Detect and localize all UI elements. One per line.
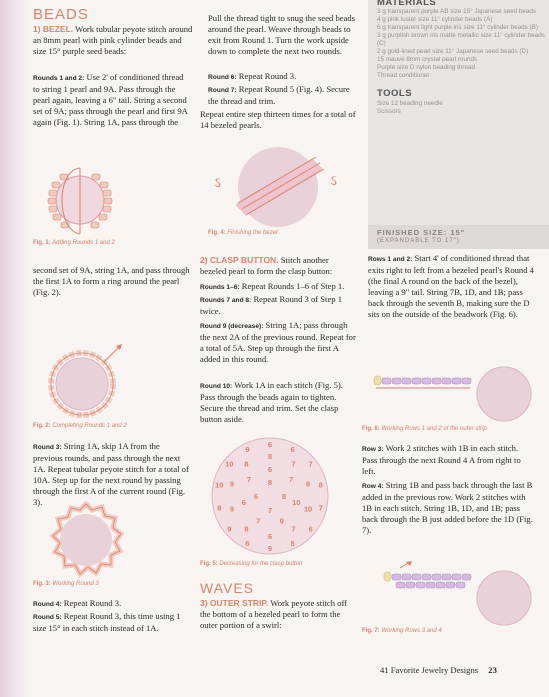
rounds-7-8-label: Rounds 7 and 8: <box>200 297 252 304</box>
fig-5-number: 8 <box>217 503 222 513</box>
fig-6-strip-beads <box>382 378 471 384</box>
fig-5-number: 6 <box>308 524 313 534</box>
fig-6-illustration <box>370 358 542 424</box>
round-4-text: Repeat Round 3. <box>63 598 122 608</box>
fig-5-number: 7 <box>318 503 323 513</box>
fig-5-number: 10 <box>215 480 224 490</box>
materials-list <box>377 8 545 80</box>
fig-1-illustration <box>36 160 126 240</box>
row-3-paragraph <box>362 443 534 477</box>
fig-5-number: 7 <box>289 475 294 485</box>
fig-7-illustration <box>370 560 542 628</box>
fig-7-d-bead <box>384 572 391 581</box>
fig-6-label: Fig. 6: <box>362 426 380 432</box>
fig-7-pearl <box>477 571 531 625</box>
fig-7-text: Working Rows 3 and 4 <box>381 628 442 634</box>
tools-item: Size 12 beading needle <box>377 100 443 107</box>
finished-size-title: FINISHED SIZE: 15" <box>377 228 466 237</box>
fig-2-illustration <box>36 340 136 422</box>
footer-source: 41 Favorite Jewelry Designs <box>380 665 479 675</box>
rounds-1-2-continued: second set of 9A, string 1A, and pass through the first 1A to form a ring around the pearl (Fig. 2). <box>33 265 190 297</box>
page-footer <box>380 665 497 675</box>
round-10-text: Work 1A in each stitch (Fig. 5). Pass through the beads again to tighten. Secure the thread and trim. Set the clasp button aside. <box>200 380 343 424</box>
round-10-label: Round 10: <box>200 383 233 390</box>
outer-strip-title: 3) OUTER STRIP. <box>200 598 269 608</box>
round-6-label: Round 6: <box>208 74 237 81</box>
materials-item: 4 g pink luster size 11° cylinder beads (A) <box>377 16 493 23</box>
rounds-7-8-paragraph <box>200 294 358 317</box>
fig-5-number: 8 <box>267 452 273 461</box>
round-9-text: String 1A; pass through the next 2A of the previous round. Repeat for a total of 5A. Step up through the first A added in this round. <box>200 320 356 364</box>
materials-item: 3 g purplish brown iris matte metallic size 11° cylinder beads (C) <box>377 32 545 47</box>
fig-1-label: Fig. 1: <box>33 240 51 246</box>
row-4-text: String 1B and pass back through the last B added in the previous row. Work 2 stitches with 1B in each stitch. String 1B, 1D, and 1B; pass back through the B just added before the 1D (Fig. 7). <box>362 480 533 535</box>
fig-5-number: 9 <box>279 516 284 526</box>
clasp-title: 2) CLASP BUTTON. <box>200 255 279 265</box>
fig-6-d-bead <box>374 376 381 385</box>
fig-2-label: Fig. 2: <box>33 423 51 429</box>
round-7-paragraph <box>208 84 356 107</box>
rounds-1-6-label: Rounds 1–6: <box>200 284 240 291</box>
fig-4-curl-left: ઽ <box>214 176 221 191</box>
clasp-intro: Stitch another bezeled pearl to form the clasp button: <box>200 255 333 276</box>
rounds-1-6-text: Repeat Rounds 1–6 of Step 1. <box>241 281 345 291</box>
fig-5-number: 6 <box>241 498 246 507</box>
fig-5-number: 6 <box>253 492 259 501</box>
fig-5-number: 9 <box>305 479 311 489</box>
fig-5-number: 7 <box>267 506 273 515</box>
fig-5-number: 8 <box>244 524 249 534</box>
page-number: 23 <box>488 665 497 675</box>
fig-4-label: Fig. 4: <box>208 230 226 236</box>
rows-1-2-text: Start 4' of conditioned thread that exits right to left from a bezeled pearl's Round 4 (the final A round on the back of the bezel), leaving a 9" tail. String 7B, 1D, and 1B; pass back through the seventh B, making sure the D sits on the outside of the beadwork (Fig. 6). <box>368 253 534 319</box>
fig-3-pearl <box>60 514 112 566</box>
materials-item: 3 g transparent purple AB size 15° Japanese seed beads <box>377 8 536 15</box>
fig-5-number: 7 <box>308 459 313 469</box>
bezel-paragraph <box>33 24 193 57</box>
bezel-intro: Work tubular peyote stitch around an 8mm pearl with pink cylinder beads and size 15° purple seed beads: <box>33 24 193 56</box>
fig-7-label: Fig. 7: <box>362 628 380 634</box>
fig-2-pearl <box>56 358 108 410</box>
fig-5-number: 10 <box>303 504 313 514</box>
round-3-text: String 1A, skip 1A from the previous rounds, and pass through the next 1A. Repeat tubular peyote stitch for a total of 10A. Step up for the next round by passing through the first A of the current round (Fig. 3). <box>33 441 189 507</box>
fig-5-number: 8 <box>281 492 287 501</box>
fig-6-text: Working Rows 1 and 2 of the outer strip <box>381 426 487 432</box>
materials-item: 2 g gold-lined pearl size 11° Japanese seed beads (D) <box>377 48 529 55</box>
rounds-7-8-text: Repeat Round 3 of Step 1 twice. <box>200 294 343 316</box>
fig-2-caption <box>33 423 127 429</box>
fig-5-number: 7 <box>291 524 296 534</box>
round-6-paragraph <box>208 71 356 83</box>
fig-5-number: 7 <box>246 475 251 485</box>
fig-3-illustration <box>34 496 144 580</box>
rounds-1-2-paragraph <box>33 72 191 128</box>
fig-5-number: 7 <box>256 516 261 526</box>
round-4-paragraph <box>33 598 191 610</box>
materials-item: Thread conditioner <box>377 72 430 79</box>
repeat-paragraph: Repeat entire step thirteen times for a total of 14 bezeled pearls. <box>200 109 356 130</box>
beads-heading: BEADS <box>33 6 89 23</box>
round-6-text: Repeat Round 3. <box>238 71 297 81</box>
materials-heading: MATERIALS <box>377 0 437 8</box>
fig-5-caption <box>200 561 302 567</box>
fig-5-number: 6 <box>290 445 295 455</box>
round-7-label: Round 7: <box>208 87 237 94</box>
fig-2-arrow <box>104 346 120 362</box>
fig-5-label: Fig. 5: <box>200 561 218 567</box>
round-10-paragraph <box>200 380 358 425</box>
rounds-1-2-label: Rounds 1 and 2: <box>33 75 85 82</box>
outer-strip-paragraph <box>200 598 358 631</box>
fig-5-text: Decreasing for the clasp button <box>219 561 303 567</box>
fig-5-number: 6 <box>245 538 250 548</box>
row-4-paragraph <box>362 480 534 536</box>
fig-5-number: 10 <box>292 498 301 507</box>
fig-1-caption <box>33 240 123 246</box>
page-spine <box>0 0 30 697</box>
finished-size-sub: (EXPANDABLE TO 17") <box>377 238 460 244</box>
row-4-label: Row 4: <box>362 483 384 490</box>
bezel-title: 1) BEZEL. <box>33 24 74 34</box>
finished-size-box <box>368 225 549 249</box>
materials-item: 6 g transparent light purple iris size 11° cylinder beads (B) <box>377 24 538 31</box>
fig-5-illustration <box>208 432 334 560</box>
round-5-label: Round 5: <box>33 614 62 621</box>
tools-list <box>377 100 545 116</box>
round-5-text: Repeat Round 3, this time using 1 size 15° in each stitch instead of 1A. <box>33 611 181 633</box>
materials-box <box>368 0 549 225</box>
round-9-label: Round 9 (decrease): <box>200 323 264 330</box>
pull-thread-paragraph: Pull the thread tight to snug the seed beads around the pearl. Weave through beads to exit from Round 1. Turn the work upside down to complete the next two rounds. <box>208 13 356 56</box>
fig-4-curl-right: ઽ <box>330 174 337 189</box>
fig-2-text: Completing Rounds 1 and 2 <box>52 423 127 429</box>
fig-5-number: 9 <box>245 445 250 455</box>
fig-6-caption <box>362 426 487 432</box>
tools-heading: TOOLS <box>377 88 413 99</box>
round-7-text: Repeat Round 5 (Fig. 4). Secure the thread and trim. <box>208 84 350 106</box>
rounds-1-6-paragraph <box>200 281 358 293</box>
tools-item: Scissors <box>377 108 401 115</box>
fig-3-text: Working Round 3 <box>52 581 99 587</box>
fig-5-number: 9 <box>229 479 235 489</box>
fig-5-number: 7 <box>291 459 296 469</box>
fig-7-caption <box>362 628 442 634</box>
fig-5-number: 9 <box>267 544 273 553</box>
fig-5-number: 8 <box>267 478 273 487</box>
materials-item: 15 mauve 8mm crystal pearl rounds <box>377 56 478 63</box>
clasp-paragraph <box>200 255 356 277</box>
waves-heading: WAVES <box>200 580 255 596</box>
round-4-label: Round 4: <box>33 601 62 608</box>
fig-5-number: 9 <box>229 504 235 514</box>
fig-6-pearl <box>477 367 531 421</box>
round-5-paragraph <box>33 611 191 634</box>
fig-4-caption <box>208 230 277 236</box>
materials-item: Purple size D nylon beading thread <box>377 64 476 71</box>
round-9-paragraph <box>200 320 358 365</box>
fig-5-number: 6 <box>267 440 273 449</box>
fig-5-number: 8 <box>290 538 295 548</box>
fig-3-caption <box>33 581 99 587</box>
fig-5-number: 6 <box>267 465 273 474</box>
fig-4-illustration <box>212 145 352 229</box>
row-3-text: Work 2 stitches with 1B in each stitch. Pass through the next Round 4 A from right to left. <box>362 443 521 476</box>
outer-strip-text: Work peyote stitch off the bottom of a bezeled pearl to form the outer portion of a swirl: <box>200 598 348 630</box>
fig-5-number: 8 <box>318 480 323 490</box>
rounds-1-2-text: Use 2' of conditioned thread to string 1 pearl and 9A. Pass through the pearl again, leaving a 6" tail. String a second set of 9A; pass through the pearl and first 9A again (Fig. 1). String 1A, pass through the <box>33 72 188 127</box>
fig-4-text: Finishing the bezel <box>227 230 278 236</box>
fig-1-text: Adding Rounds 1 and 2 <box>52 240 115 246</box>
row-3-label: Row 3: <box>362 446 384 453</box>
fig-5-number: 10 <box>225 459 234 469</box>
fig-5-number: 8 <box>244 459 249 469</box>
fig-7-strip-beads <box>392 574 471 588</box>
fig-3-label: Fig. 3: <box>33 581 51 587</box>
fig-5-number: 9 <box>227 524 232 534</box>
fig-5-number: 6 <box>267 532 273 541</box>
round-3-label: Round 3: <box>33 444 62 451</box>
rows-1-2-paragraph <box>368 253 534 320</box>
rows-1-2-label: Rows 1 and 2: <box>368 256 413 263</box>
